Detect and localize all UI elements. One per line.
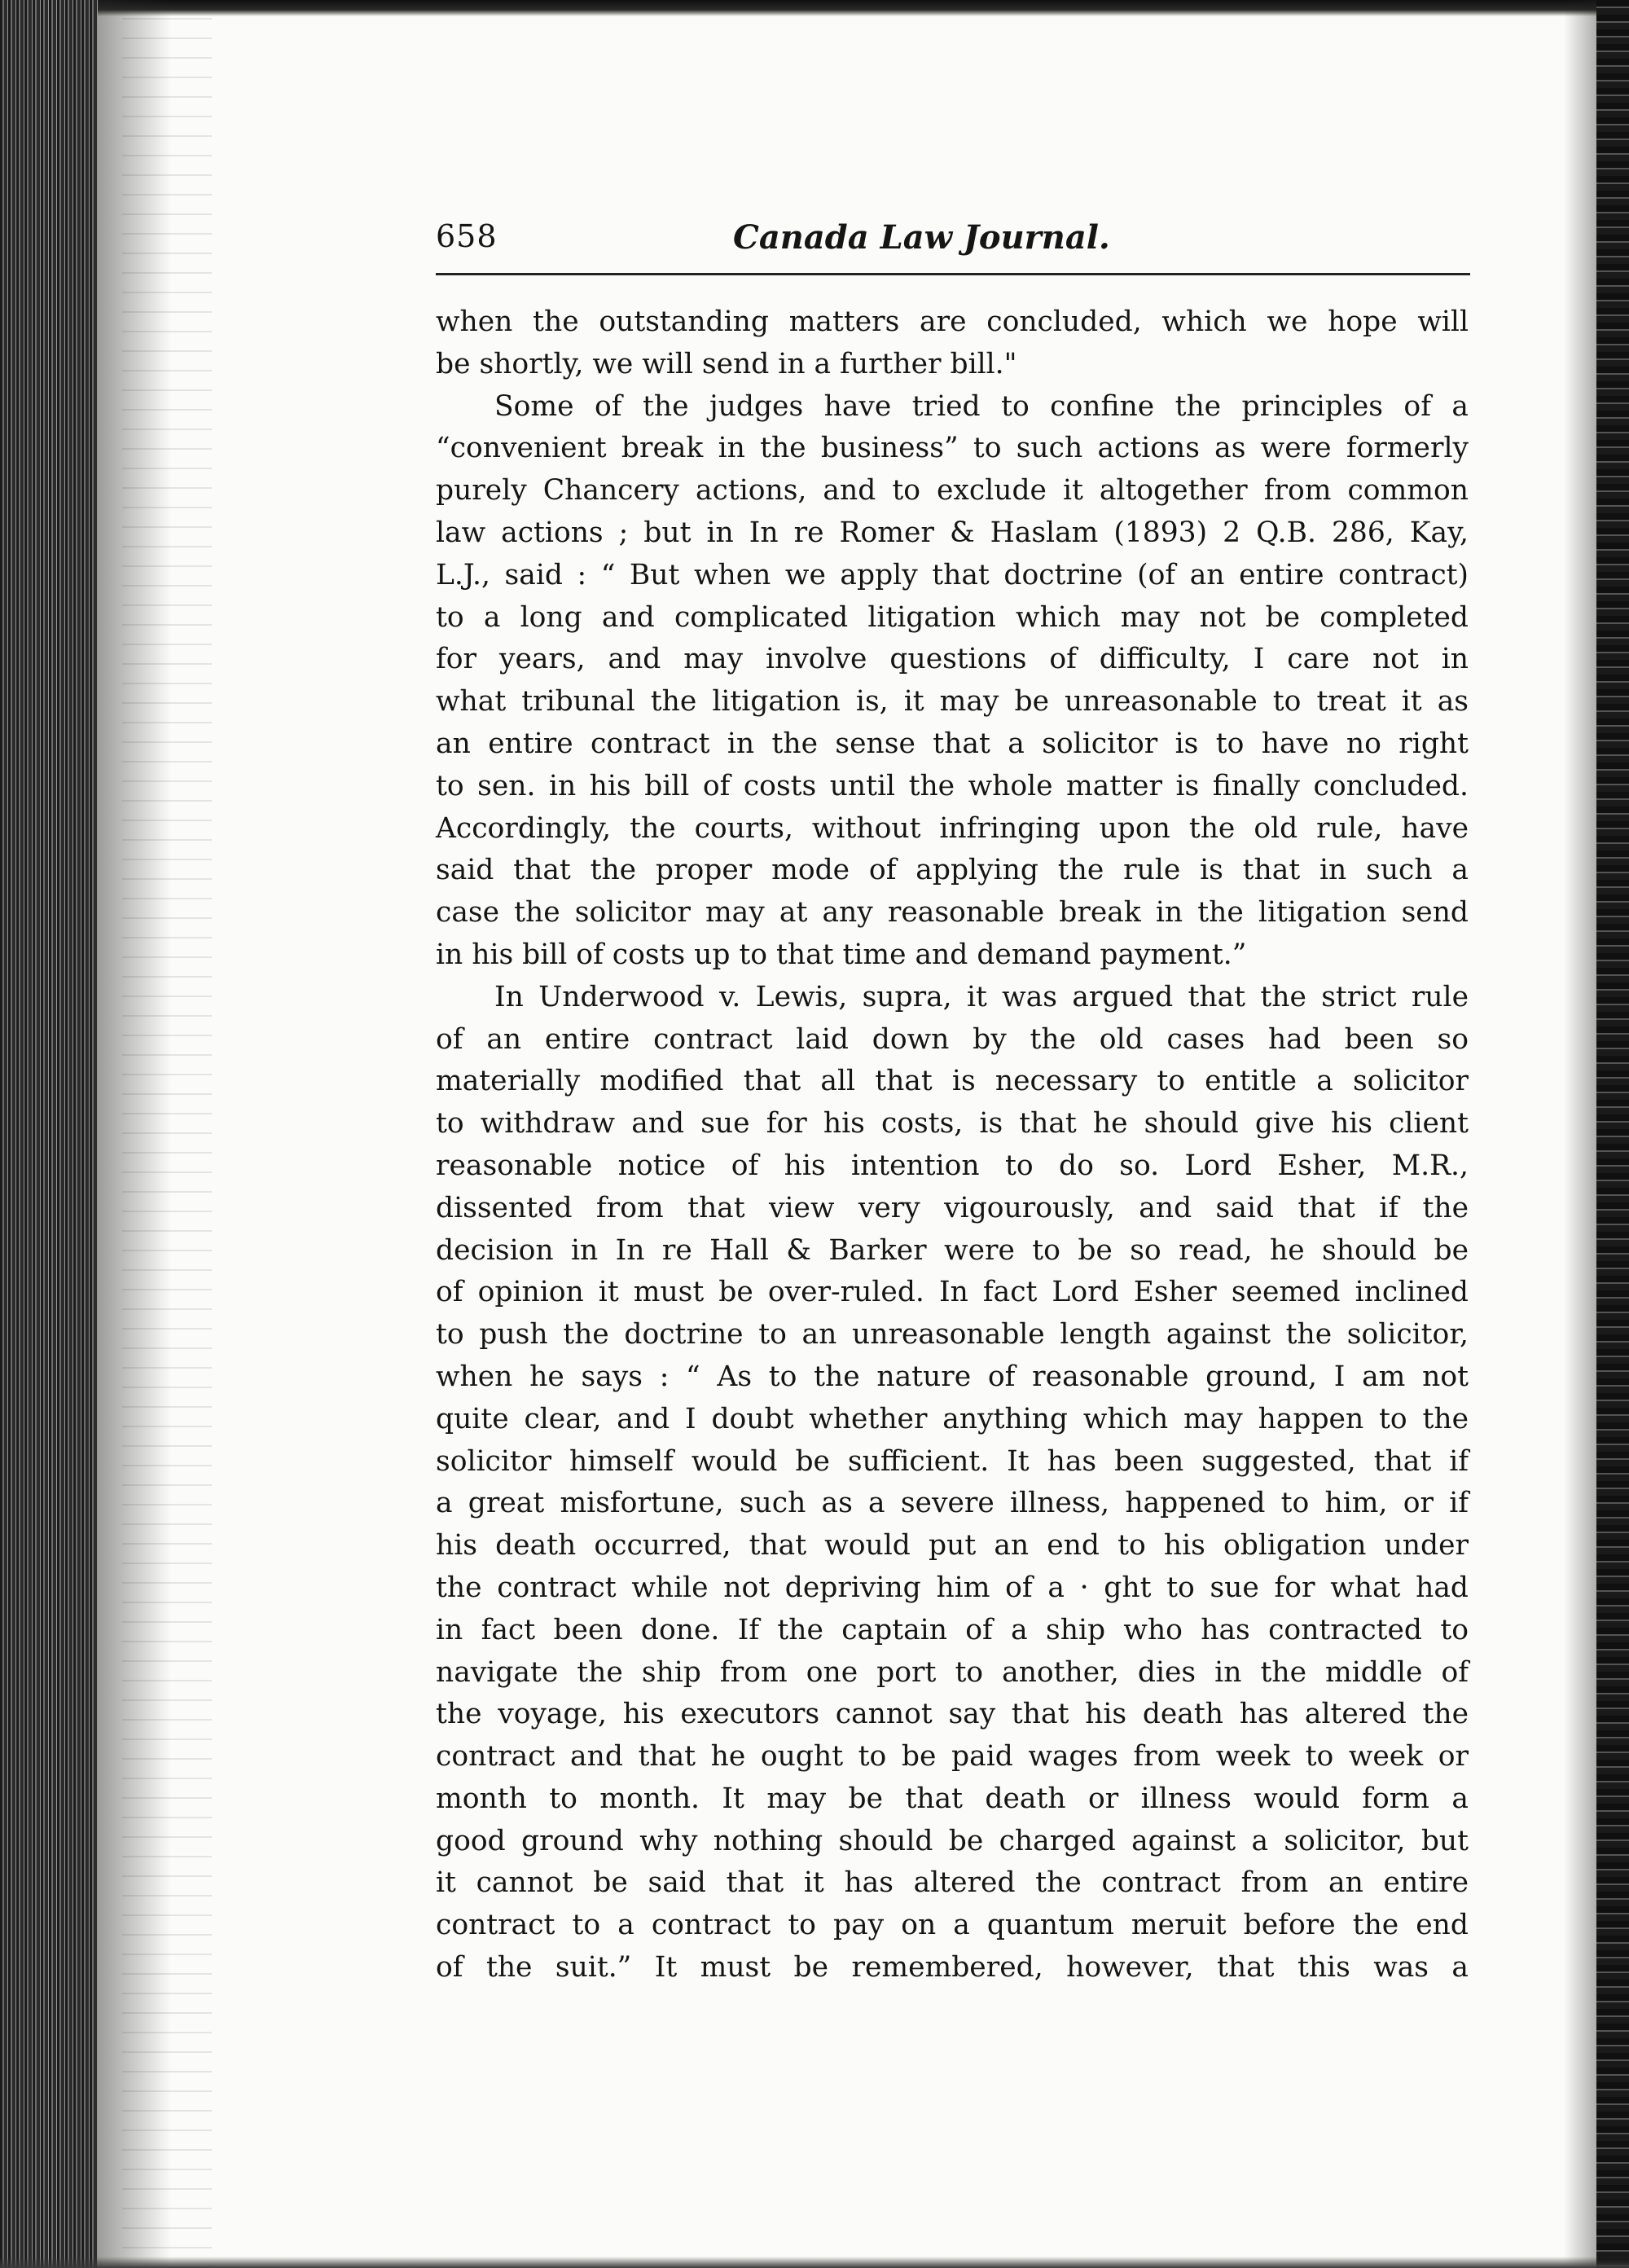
text-line: navigate the ship from one port to another, dies in the middle of xyxy=(436,1655,1469,1689)
text-line: decision in In re Hall & Barker were to be so read, he should be xyxy=(436,1233,1469,1267)
text-line: to sen. in his bill of costs until the whole matter is finally concluded. xyxy=(436,769,1469,802)
text-line: in his bill of costs up to that time and demand payment.” xyxy=(436,938,1247,971)
text-line: it cannot be said that it has altered the contract from an entire xyxy=(436,1866,1469,1900)
text-line: said that the proper mode of applying the rule is that in such a xyxy=(436,854,1469,887)
text-line: when he says : “ As to the nature of reasonable ground, I am not xyxy=(436,1360,1469,1393)
text-line: case the solicitor may at any reasonable break in the litigation send xyxy=(436,896,1469,930)
header-rule xyxy=(436,273,1470,275)
text-line: L.J., said : “ But when we apply that doctrine (of an entire contract) xyxy=(436,558,1469,591)
text-line: dissented from that view very vigourously, and said that if the xyxy=(436,1191,1469,1224)
page-right-edge xyxy=(1596,0,1629,2268)
text-line: good ground why nothing should be charged against a solicitor, but xyxy=(436,1824,1469,1857)
scan-noise xyxy=(122,0,212,2268)
text-line: law actions ; but in In re Romer & Haslam (1893) 2 Q.B. 286, Kay, xyxy=(436,516,1469,549)
scan-bottom-shadow xyxy=(0,2257,1629,2268)
book-binding-edge xyxy=(0,0,98,2268)
body-text xyxy=(436,301,1469,1989)
text-line: his death occurred, that would put an end to his obligation under xyxy=(436,1529,1469,1563)
paragraph xyxy=(436,301,1469,386)
text-line: the voyage, his executors cannot say that his death has altered the xyxy=(436,1698,1469,1731)
text-line: Some of the judges have tried to confine the principles of a xyxy=(494,389,1469,423)
page-header xyxy=(436,218,1470,270)
text-line: the contract while not depriving him of a · ght to sue for what had xyxy=(436,1571,1469,1604)
text-line: in fact been done. If the captain of a ship who has contracted to xyxy=(436,1613,1469,1646)
text-line: to push the doctrine to an unreasonable length against the solicitor, xyxy=(436,1318,1469,1352)
text-line: for years, and may involve questions of difficulty, I care not in xyxy=(436,643,1469,676)
text-line: when the outstanding matters are concluded, which we hope will xyxy=(436,305,1469,338)
text-line: month to month. It may be that death or illness would form a xyxy=(436,1782,1469,1815)
text-line: to a long and complicated litigation which may not be completed xyxy=(436,600,1469,634)
text-line: materially modified that all that is necessary to entitle a solicitor xyxy=(436,1065,1469,1098)
text-line: In Underwood v. Lewis, supra, it was argued that the strict rule xyxy=(494,980,1469,1013)
text-line: of the suit.” It must be remembered, however, that this was a xyxy=(436,1951,1469,1984)
text-line: contract to a contract to pay on a quantum meruit before the end xyxy=(436,1909,1469,1942)
text-line: quite clear, and I doubt whether anything which may happen to the xyxy=(436,1402,1469,1435)
running-title: Canada Law Journal. xyxy=(733,218,1110,257)
text-line: a great misfortune, such as a severe illness, happened to him, or if xyxy=(436,1487,1469,1520)
text-line: “convenient break in the business” to such actions as were formerly xyxy=(436,432,1469,465)
text-line: to withdraw and sue for his costs, is that he should give his client xyxy=(436,1107,1469,1141)
text-line: Accordingly, the courts, without infringing upon the old rule, have xyxy=(436,811,1469,845)
text-line: purely Chancery actions, and to exclude it altogether from common xyxy=(436,474,1469,508)
page-number: 658 xyxy=(436,218,498,254)
paragraph xyxy=(436,977,1469,1989)
text-line: reasonable notice of his intention to do so. Lord Esher, M.R., xyxy=(436,1149,1469,1182)
scan-top-shadow xyxy=(0,0,1629,16)
paragraph xyxy=(436,386,1469,977)
text-line: solicitor himself would be sufficient. It has been suggested, that if xyxy=(436,1444,1469,1478)
text-line: of an entire contract laid down by the old cases had been so xyxy=(436,1022,1469,1056)
text-line: an entire contract in the sense that a solicitor is to have no right xyxy=(436,727,1469,760)
text-line: contract and that he ought to be paid wages from week to week or xyxy=(436,1740,1469,1774)
text-line: what tribunal the litigation is, it may be unreasonable to treat it as xyxy=(436,685,1469,719)
text-line: of opinion it must be over-ruled. In fact Lord Esher seemed inclined xyxy=(436,1276,1469,1309)
text-line: be shortly, we will send in a further bill." xyxy=(436,347,1017,380)
